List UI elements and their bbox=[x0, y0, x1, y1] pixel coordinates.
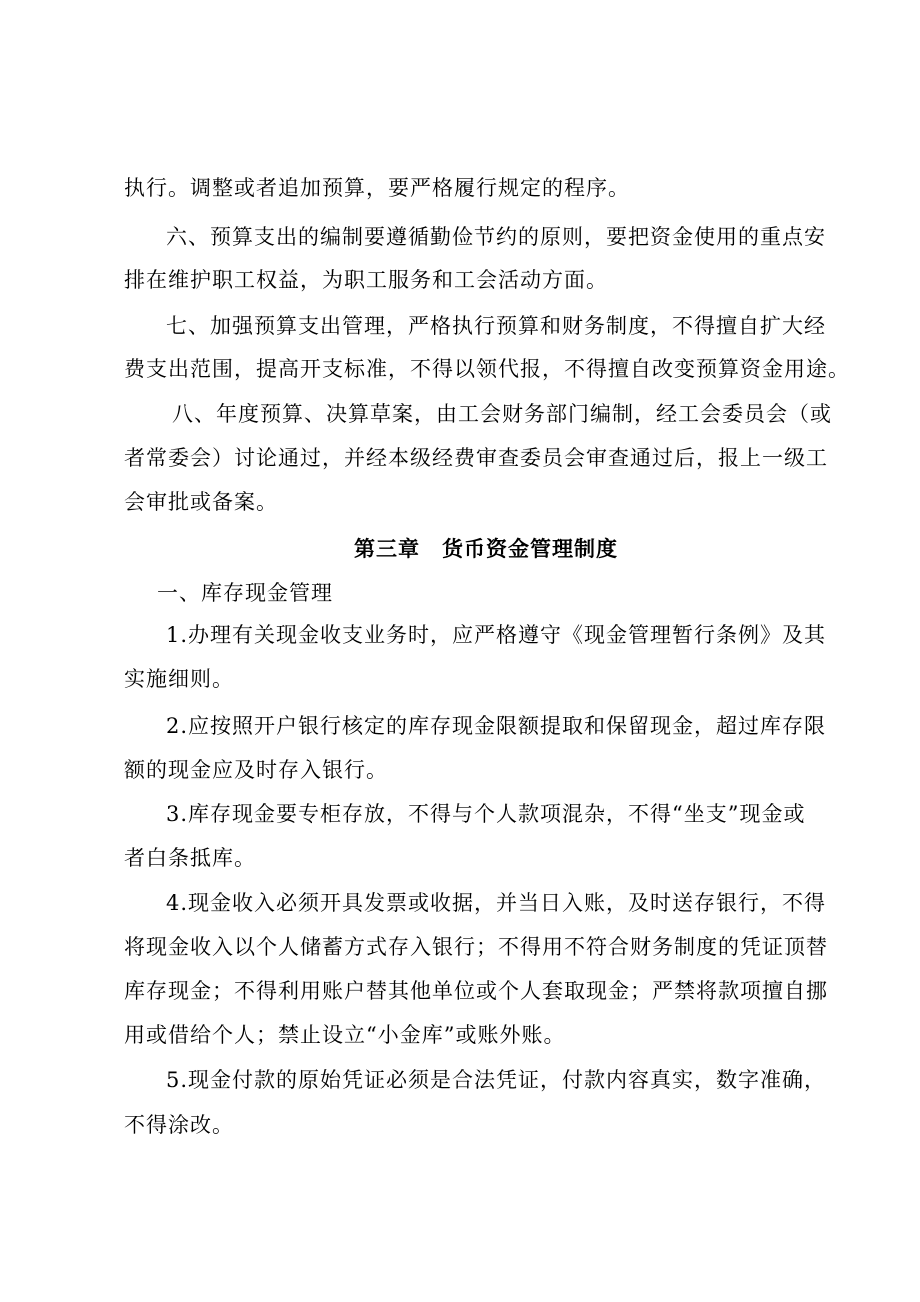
item-5-line-1: 5.现金付款的原始凭证必须是合法凭证，付款内容真实，数字准确， bbox=[166, 1068, 827, 1092]
paragraph-8-line-1: 八、年度预算、决算草案，由工会财务部门编制，经工会委员会（或 bbox=[172, 402, 832, 426]
item-5-line-2: 不得涂改。 bbox=[124, 1113, 234, 1137]
chapter-title: 第三章 货币资金管理制度 bbox=[354, 537, 618, 561]
item-1-line-2: 实施细则。 bbox=[124, 667, 234, 691]
item-4-line-1: 4.现金收入必须开具发票或收据，并当日入账，及时送存银行，不得 bbox=[166, 891, 827, 915]
text-line: 执行。调整或者追加预算，要严格履行规定的程序。 bbox=[124, 176, 630, 200]
paragraph-6-line-2: 排在维护职工权益，为职工服务和工会活动方面。 bbox=[124, 268, 608, 292]
item-3-line-2: 者白条抵库。 bbox=[124, 846, 256, 870]
item-2-line-2: 额的现金应及时存入银行。 bbox=[124, 758, 388, 782]
item-4-line-2: 将现金收入以个人储蓄方式存入银行；不得用不符合财务制度的凭证顶替 bbox=[124, 935, 828, 959]
section-heading: 一、库存现金管理 bbox=[157, 581, 333, 605]
item-4-line-3: 库存现金；不得利用账户替其他单位或个人套取现金；严禁将款项擅自挪 bbox=[124, 979, 828, 1003]
item-2-line-1: 2.应按照开户银行核定的库存现金限额提取和保留现金，超过库存限 bbox=[166, 714, 827, 738]
paragraph-8-line-3: 会审批或备案。 bbox=[124, 490, 278, 514]
item-3-line-1: 3.库存现金要专柜存放，不得与个人款项混杂，不得“坐支”现金或 bbox=[166, 802, 806, 826]
item-4-line-4: 用或借给个人；禁止设立“小金库”或账外账。 bbox=[124, 1023, 566, 1047]
paragraph-6-line-1: 六、预算支出的编制要遵循勤俭节约的原则，要把资金使用的重点安 bbox=[166, 225, 826, 249]
paragraph-8-line-2: 者常委会）讨论通过，并经本级经费审查委员会审查通过后，报上一级工 bbox=[124, 446, 828, 470]
item-1-line-1: 1.办理有关现金收支业务时，应严格遵守《现金管理暂行条例》及其 bbox=[166, 623, 827, 647]
paragraph-7-line-1: 七、加强预算支出管理，严格执行预算和财务制度，不得擅自扩大经 bbox=[166, 314, 826, 338]
paragraph-7-line-2: 费支出范围，提高开支标准，不得以领代报，不得擅自改变预算资金用途。 bbox=[124, 357, 850, 381]
